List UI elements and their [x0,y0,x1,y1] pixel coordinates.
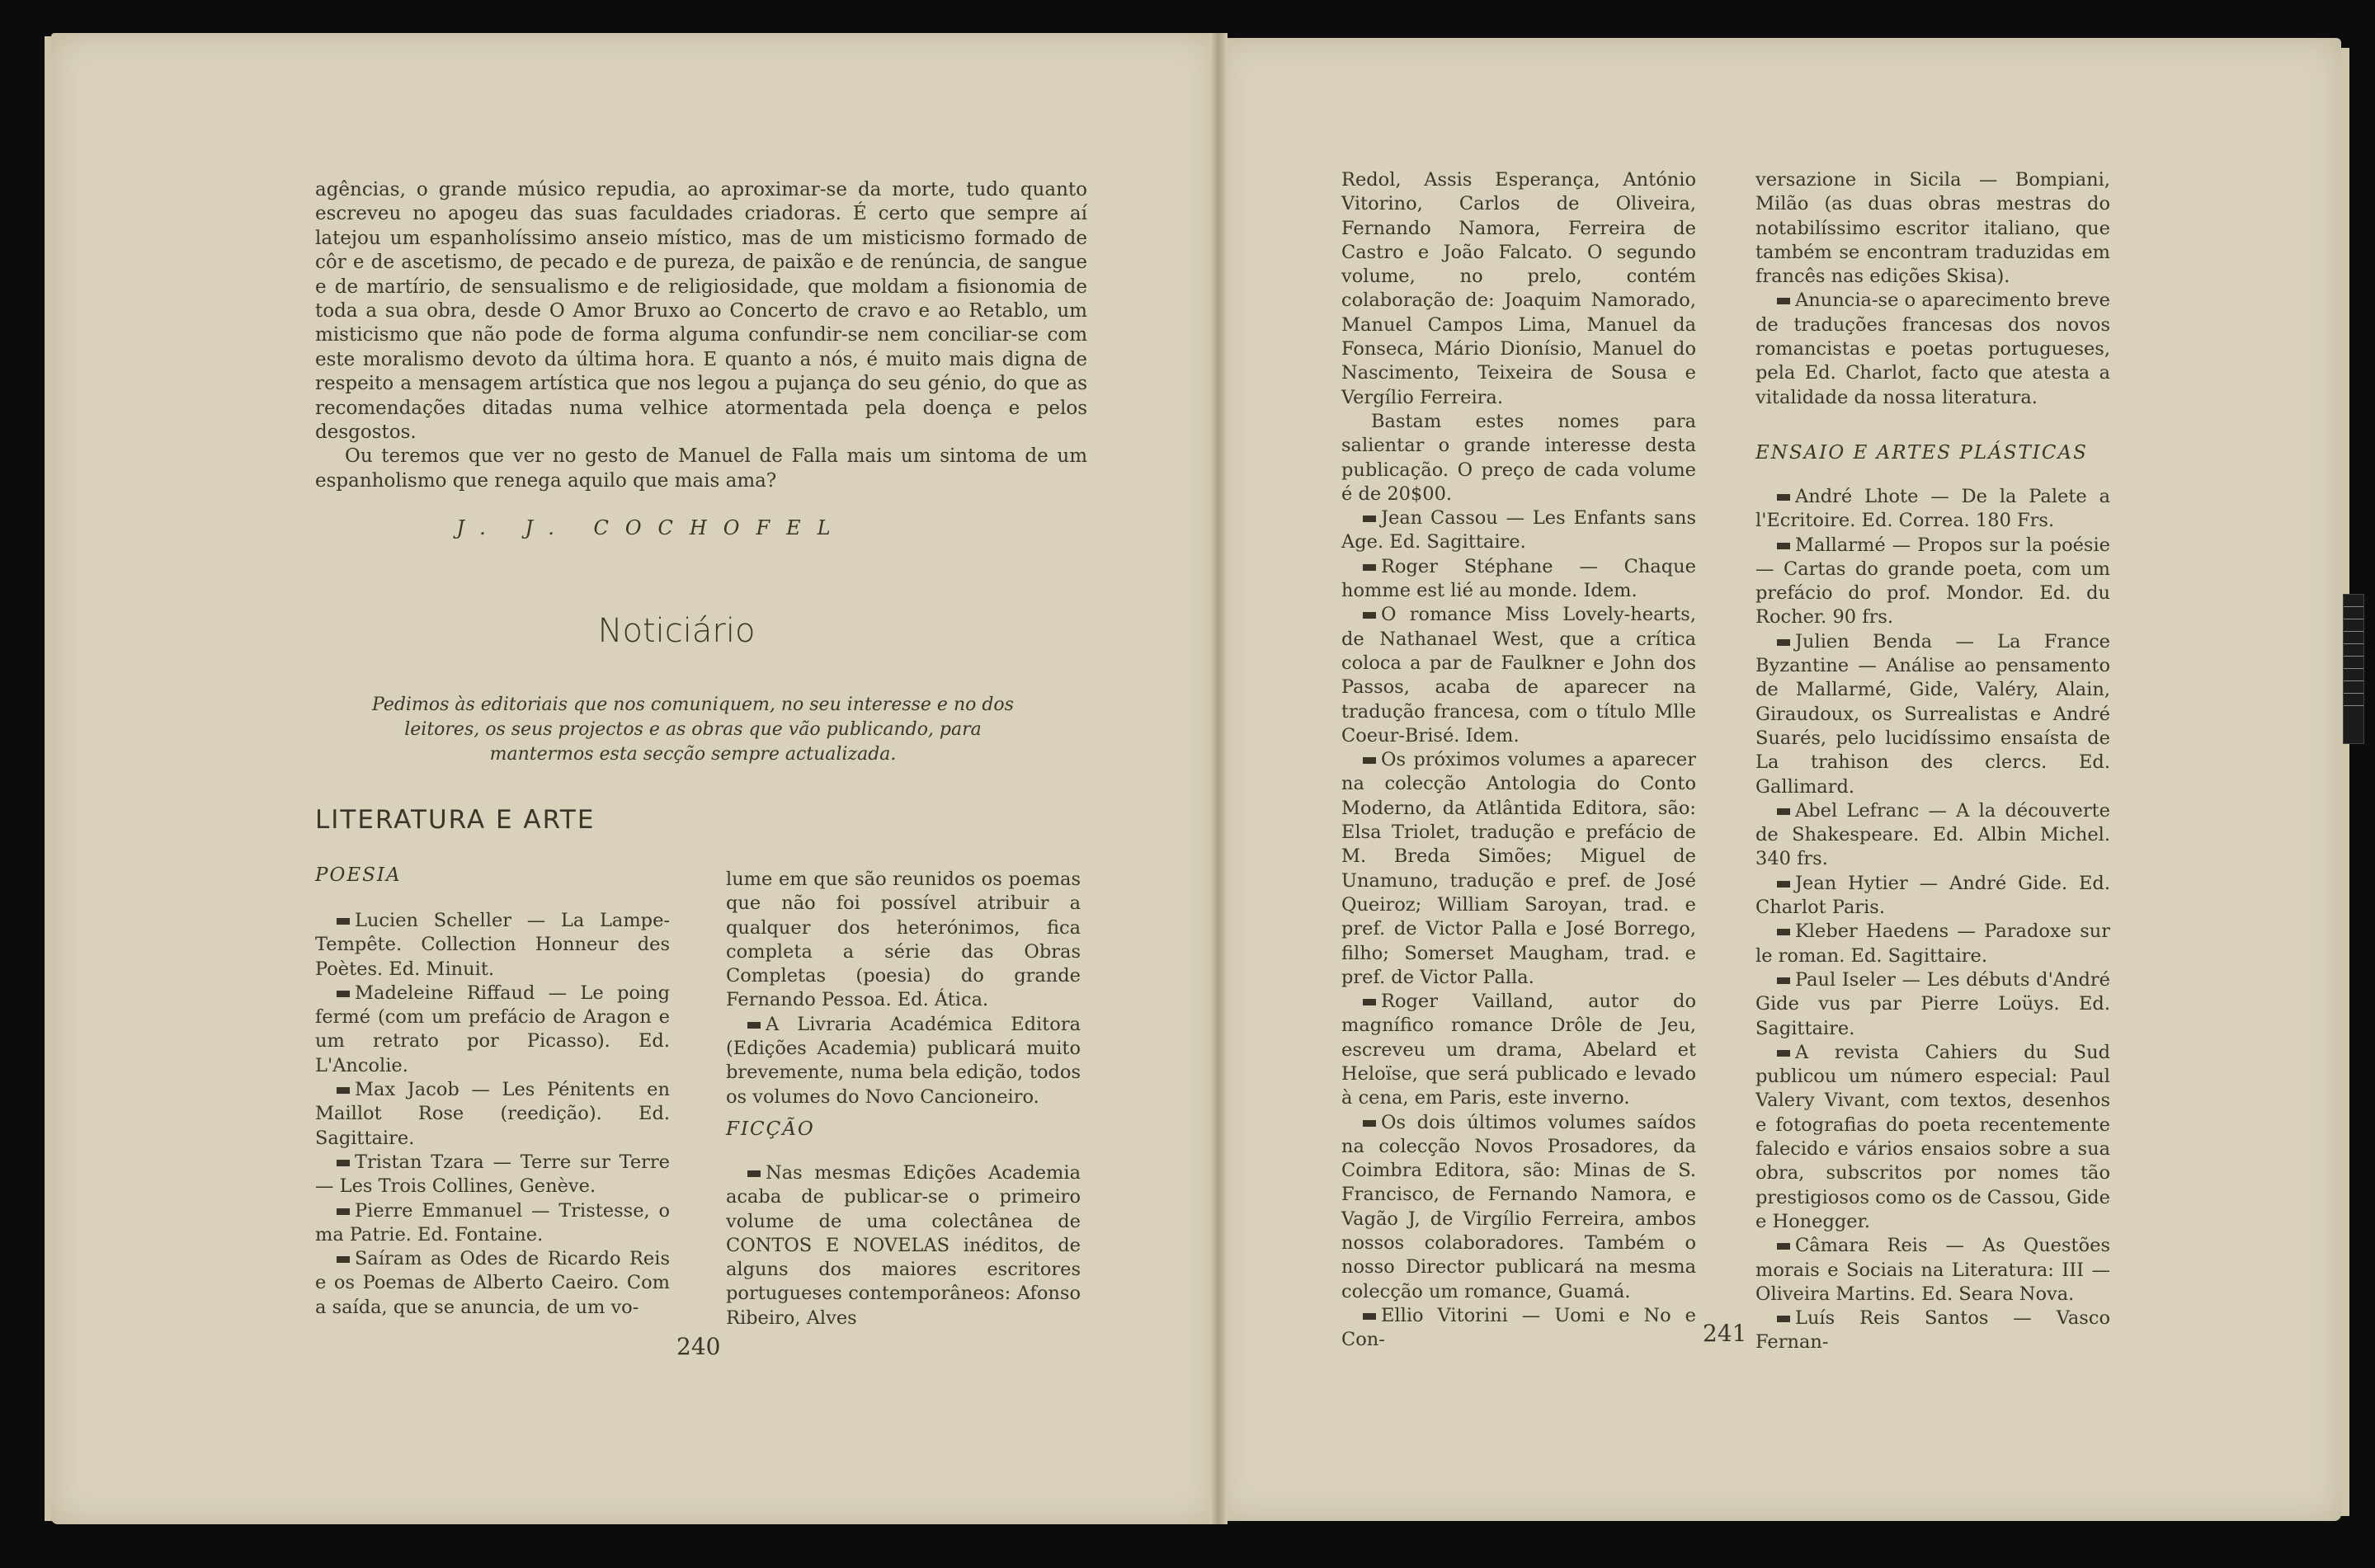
list-item: Ellio Vitorini — Uomi e No e Con- [1341,1304,1696,1351]
bullet-icon [337,991,350,997]
essay-continuation [315,178,1087,493]
bullet-icon [337,1208,350,1215]
bullet-icon [337,1256,350,1263]
left-column-2 [726,868,1081,1109]
paragraph: Bastam estes nomes para salientar o grande interesse desta publicação. O preço de cada volume é de 20$00. [1341,410,1696,505]
list-item: André Lhote — De la Palete a l'Ecritoire. Ed. Correa. 180 Frs. [1755,486,2110,532]
bullet-icon [1363,1313,1376,1320]
list-item: Abel Lefranc — A la découverte de Shakespeare. Ed. Albin Michel. 340 frs. [1755,799,2110,870]
list-item: A Livraria Académica Editora (Edições Academia) publicará muito brevemente, numa bela edição, todos os volumes do Novo Cancioneiro. [726,1013,1081,1108]
list-item: Luís Reis Santos — Vasco Fernan- [1755,1307,2110,1354]
list-item: Jean Cassou — Les Enfants sans Age. Ed. Sagittaire. [1341,507,1696,553]
bullet-icon [1777,543,1790,549]
list-item: Madeleine Riffaud — Le poing fermé (com um prefácio de Aragon e um retrato por Picasso). Ed. L'Ancolie. [315,982,670,1076]
heading-literatura: LITERATURA E ARTE [315,805,596,835]
subheading-poesia: POESIA [315,864,402,886]
list-item: Os dois últimos volumes saídos na colecção Novos Prosadores, da Coimbra Editora, são: Minas de S. Francisco, de Fernando Namora, e Vagão J, de Virgílio Ferreira, ambos nossos colaboradores. Também o nosso Director publicará na mesma colecção um romance, Guamá. [1341,1111,1696,1302]
bullet-icon [1363,612,1376,619]
column-continuation: lume em que são reunidos os poemas que não foi possível atribuir a qualquer dos heterónimos, fica completa a série das Obras Completas (poesia) do grande Fernando Pessoa. Ed. Ática. [726,869,1081,1011]
list-item: Mallarmé — Propos sur la poésie — Cartas do grande poeta, com um prefácio do prof. Mondor. Ed. du Rocher. 90 frs. [1755,534,2110,629]
bullet-icon [337,1160,350,1166]
list-item: Roger Stéphane — Chaque homme est lié au monde. Idem. [1341,555,1696,602]
list-item: Kleber Haedens — Paradoxe sur le roman. Ed. Sagittaire. [1755,921,2110,967]
subheading-ficcao: FICÇÃO [726,1118,815,1140]
list-item: Câmara Reis — As Questões morais e Sociais na Literatura: III — Oliveira Martins. Ed. Seara Nova. [1755,1235,2110,1305]
bullet-icon [1777,1243,1790,1250]
bullet-icon [1363,1120,1376,1127]
list-item: Nas mesmas Edições Academia acaba de publicar-se o primeiro volume de uma colectânea de CONTOS E NOVELAS inéditos, de alguns dos maiores escritores portugueses contemporâneos: Afonso Ribeiro, Alves [726,1162,1081,1329]
scale-ruler [2343,594,2364,744]
bullet-icon [1777,929,1790,935]
page-number-right: 241 [1703,1320,1747,1347]
list-item: Os próximos volumes a aparecer na colecção Antologia do Conto Moderno, da Atlântida Editora, são: Elsa Triolet, tradução e prefácio de M. Breda Simões; Miguel de Unamuno, tradução e pref. de José Queiroz; William Saroyan, trad. e pref. de Victor Palla e José Borrego, filho; Somerset Maugham, trad. e pref. de Victor Palla. [1341,749,1696,988]
right-column-2-ensaio [1755,485,2110,1355]
book-gutter [1209,33,1228,1524]
bullet-icon [1777,494,1790,501]
list-item: A revista Cahiers du Sud publicou um número especial: Paul Valery Vivant, com textos, desenhos e fotografias do poeta recentemente falecido e vários ensaios sobre a sua obra, subscritos por nomes tão prestigiosos como os de Cassou, Gide e Honegger. [1755,1041,2110,1232]
list-item: Jean Hytier — André Gide. Ed. Charlot Paris. [1755,872,2110,919]
section-title: Noticiário [597,612,756,650]
bullet-icon [1363,564,1376,571]
list-item: Anuncia-se o aparecimento breve de traduções francesas dos novos romancistas e poetas portugueses, pela Ed. Charlot, facto que atesta a vitalidade da nossa literatura. [1755,290,2110,408]
left-column-2-ficcao [726,1161,1081,1330]
column-continuation: Redol, Assis Esperança, António Vitorino, Carlos de Oliveira, Fernando Namora, Ferreira de Castro e João Falcato. O segundo volume, no prelo, contém colaboração de: Joaquim Namorado, Manuel Campos Lima, Manuel da Fonseca, Mário Dionísio, Manuel do Nascimento, Teixeira de Sousa e Vergílio Ferreira. [1341,169,1696,408]
list-item: Saíram as Odes de Ricardo Reis e os Poemas de Alberto Caeiro. Com a saída, que se anuncia, de um vo- [315,1248,670,1318]
bullet-icon [1777,881,1790,888]
bullet-icon [1777,808,1790,815]
left-column-1 [315,909,670,1320]
right-column-2 [1755,168,2110,410]
list-item: Roger Vailland, autor do magnífico romance Drôle de Jeu, escreveu um drama, Abelard et Heloïse, que será publicado e levado à cena, em Paris, este inverno. [1341,991,1696,1109]
list-item: Julien Benda — La France Byzantine — Análise ao pensamento de Mallarmé, Gide, Valéry, Alain, Giraudoux, os Surrealistas e André Suarés, pelo lucidíssimo ensaísta de La trahison des clercs. Ed. Gallimard. [1755,630,2110,798]
bullet-icon [337,918,350,925]
page-number-left: 240 [676,1333,721,1360]
list-item: O romance Miss Lovely-hearts, de Nathanael West, que a crítica coloca a par de Faulkner e John dos Passos, acaba de aparecer na tradução francesa, com o título Mlle Coeur-Brisé. Idem. [1341,604,1696,746]
essay-paragraph: agências, o grande músico repudia, ao aproximar-se da morte, tudo quanto escreveu no apogeu das suas faculdades criadoras. É certo que sempre aí latejou um espanholíssimo anseio místico, mas de um misticismo formado de côr e de ascetismo, de pecado e de pureza, de paixão e de renúncia, de sangue e de martírio, de sensualismo e de religiosidade, que moldam a fisionomia de toda a sua obra, desde O Amor Bruxo ao Concerto de cravo e ao Retablo, um misticismo que não pode de forma alguma confundir-se nem conciliar-se com este moralismo devoto da última hora. E quanto a nós, é muito mais digna de respeito a mensagem artística que nos legou a pujança do seu génio, do que as recomendações ditadas numa velhice atormentada pela doença e pelos desgostos. [315,179,1087,444]
list-item: Tristan Tzara — Terre sur Terre — Les Trois Collines, Genève. [315,1151,670,1198]
list-item: Pierre Emmanuel — Tristesse, o ma Patrie. Ed. Fontaine. [315,1199,670,1245]
right-column-1 [1341,168,1696,1353]
bullet-icon [747,1022,761,1029]
author-signature: J. J. COCHOFEL [456,516,847,539]
subheading-ensaio: ENSAIO E ARTES PLÁSTICAS [1755,442,2088,464]
bullet-icon [1363,999,1376,1005]
bullet-icon [1777,298,1790,304]
bullet-icon [1777,1316,1790,1322]
bullet-icon [337,1087,350,1094]
bullet-icon [1363,516,1376,522]
bullet-icon [747,1170,761,1177]
list-item: Max Jacob — Les Pénitents en Maillot Rose (reedição). Ed. Sagittaire. [315,1079,670,1149]
column-continuation: versazione in Sicila — Bompiani, Milão (as duas obras mestras do notabilíssimo escritor italiano, que também se encontram traduzidas em francês nas edições Skisa). [1755,169,2110,288]
essay-paragraph: Ou teremos que ver no gesto de Manuel de Falla mais um sintoma de um espanholismo que renega aquilo que mais ama? [315,445,1087,492]
section-intro: Pedimos às editoriais que nos comuniquem, no seu interesse e no dos leitores, os seus projectos e as obras que vão publicando, para mantermos esta secção sempre actualizada. [372,695,1014,765]
list-item: Paul Iseler — Les débuts d'André Gide vus par Pierre Loüys. Ed. Sagittaire. [1755,968,2110,1039]
bullet-icon [1363,757,1376,764]
list-item: Lucien Scheller — La Lampe-Tempête. Collection Honneur des Poètes. Ed. Minuit. [315,910,670,980]
bullet-icon [1777,977,1790,984]
bullet-icon [1777,639,1790,646]
bullet-icon [1777,1050,1790,1057]
